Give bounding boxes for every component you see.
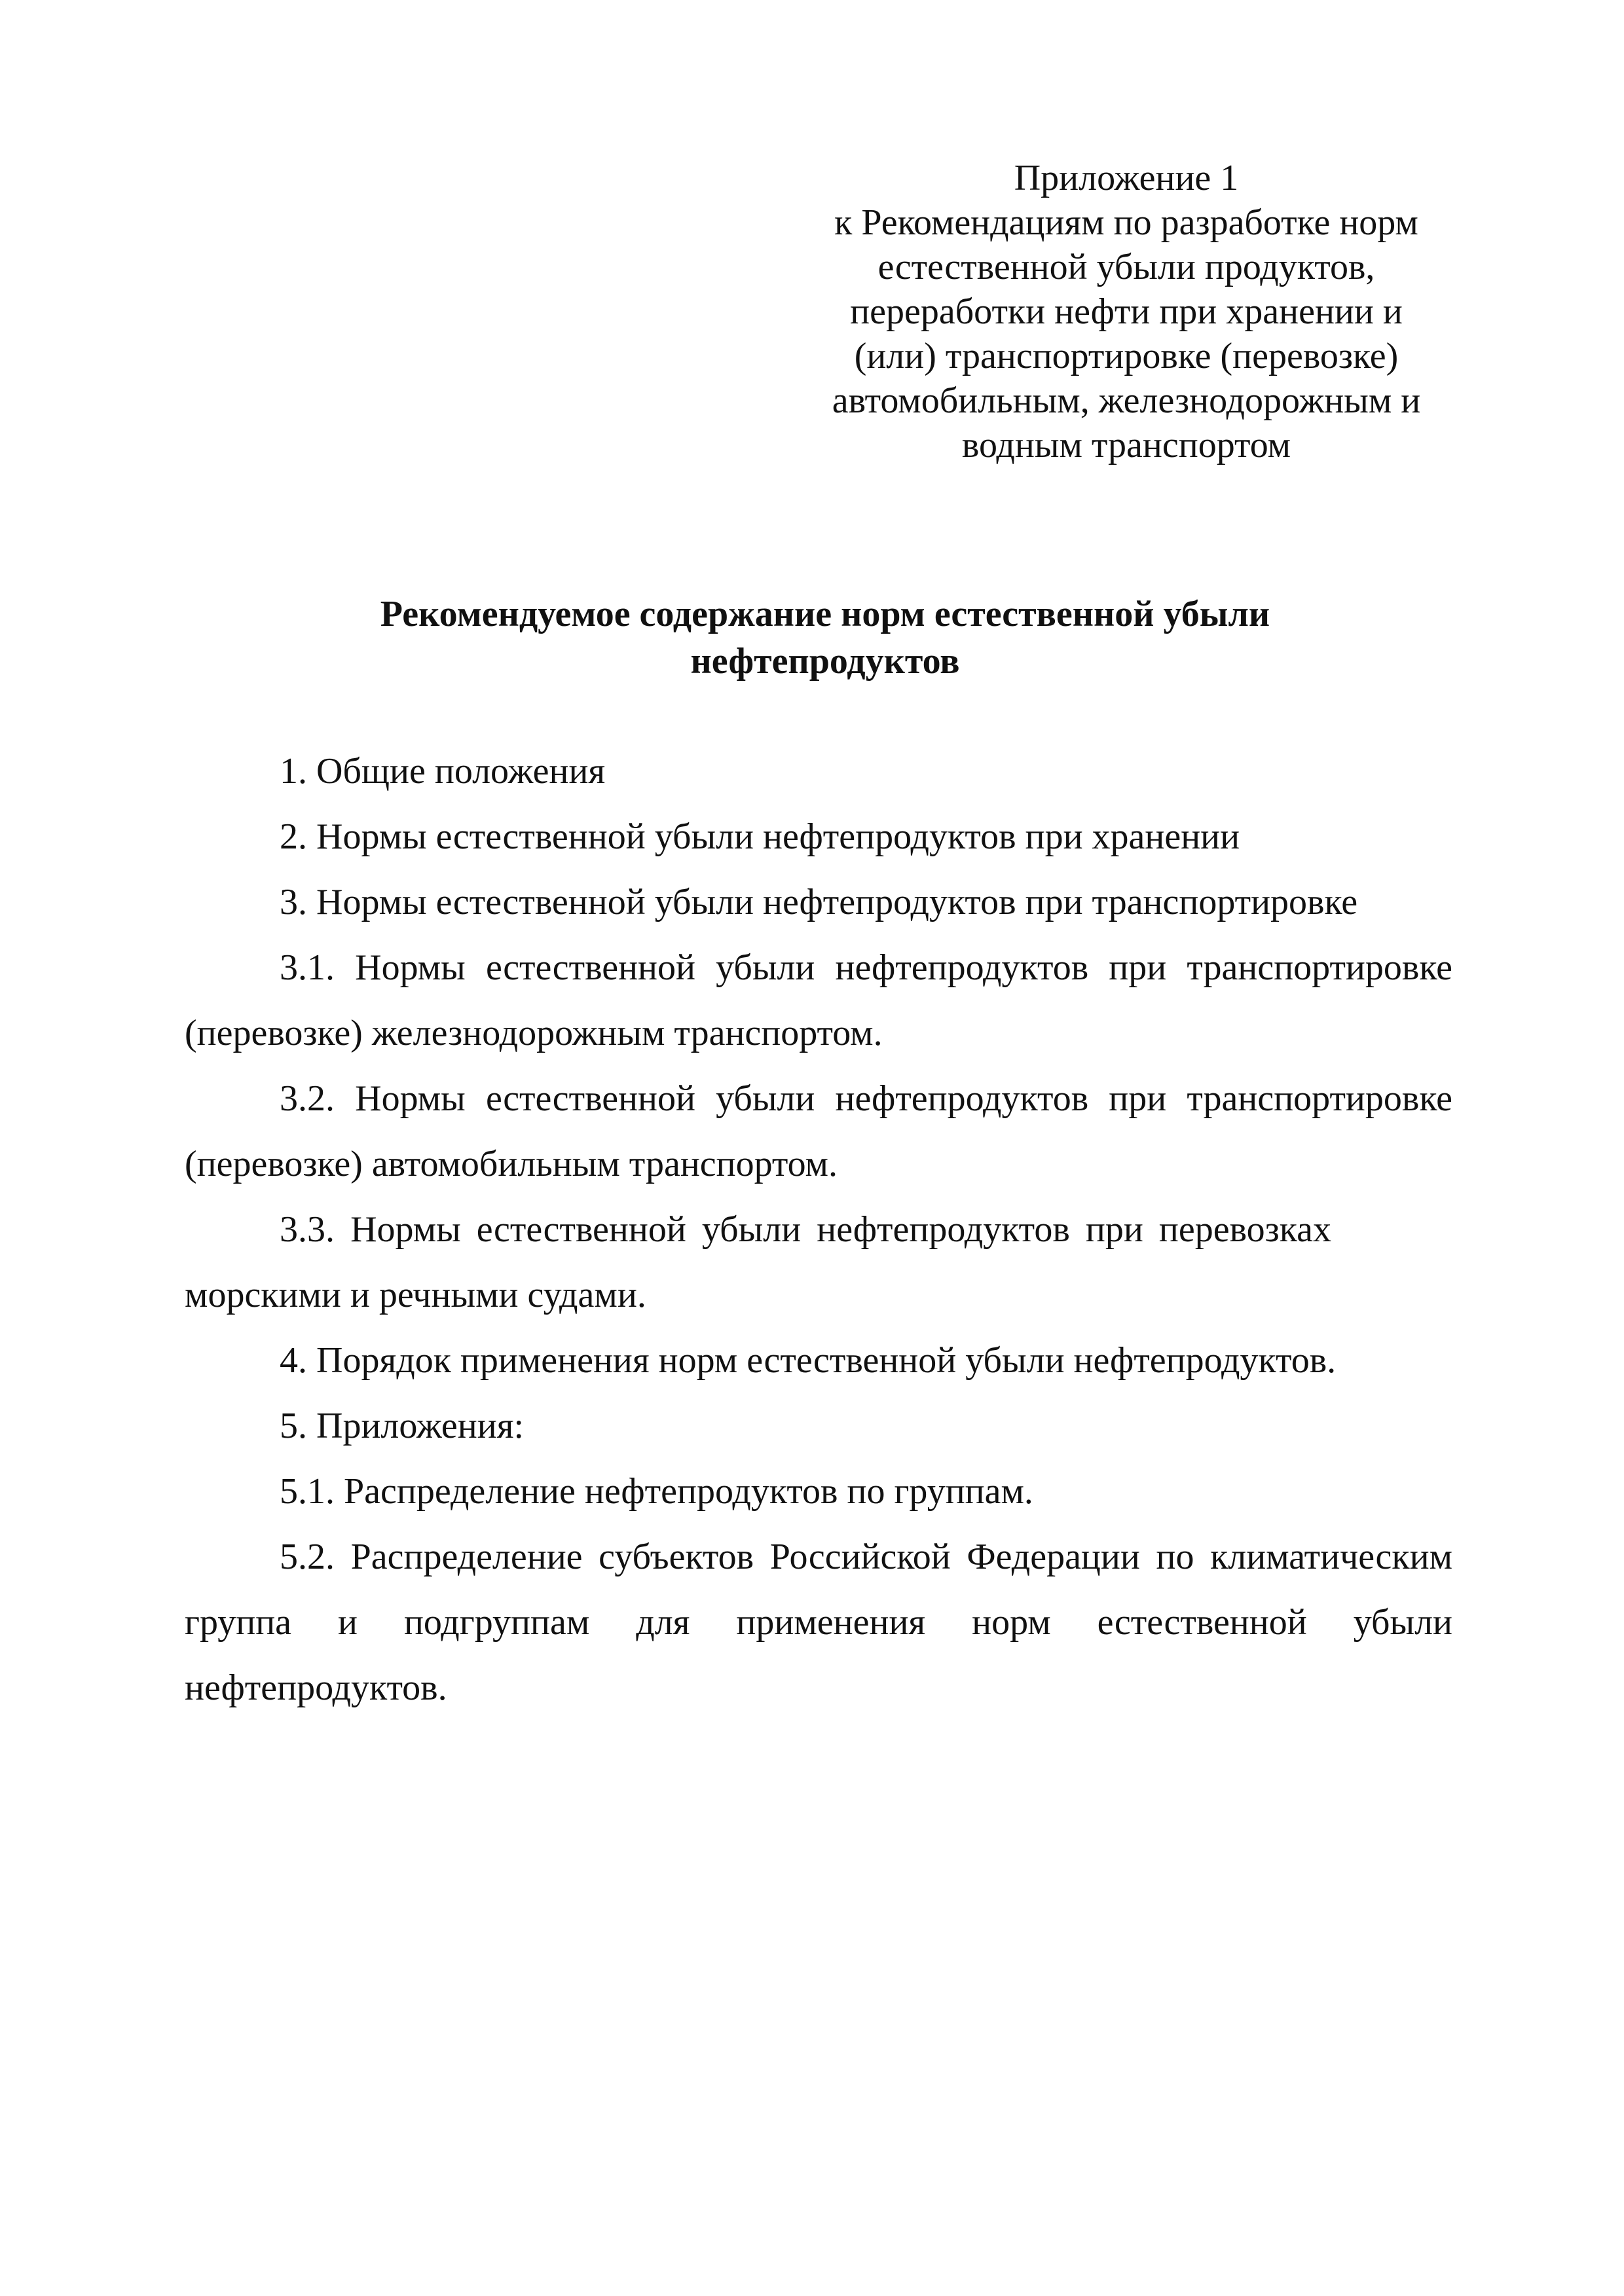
contents-item-5: 5. Приложения: <box>280 1406 525 1446</box>
contents-item-5-2: 5.2. Распределение субъектов Российской Федерации по климатическим группа и подгруппам для применения норм естественной убыли нефтепродуктов. <box>185 1537 1452 1708</box>
contents-item-5-1: 5.1. Распределение нефтепродуктов по группам. <box>280 1471 1033 1512</box>
page-title <box>183 591 1467 685</box>
contents-list <box>185 738 1452 1721</box>
appendix-line: автомобильным, железнодорожным и <box>832 380 1421 421</box>
appendix-line: водным транспортом <box>961 425 1291 465</box>
title-line: Рекомендуемое содержание норм естественной убыли <box>380 594 1270 634</box>
contents-item-4: 4. Порядок применения норм естественной убыли нефтепродуктов. <box>280 1340 1337 1381</box>
appendix-line: переработки нефти при хранении и <box>850 291 1403 332</box>
appendix-line: естественной убыли продуктов, <box>877 247 1375 287</box>
appendix-header <box>805 156 1447 467</box>
contents-item-2: 2. Нормы естественной убыли нефтепродуктов при хранении <box>280 816 1240 857</box>
appendix-line: Приложение 1 <box>1014 158 1239 198</box>
appendix-line: к Рекомендациям по разработке норм <box>834 202 1418 243</box>
contents-item-1: 1. Общие положения <box>280 751 606 792</box>
appendix-line: (или) транспортировке (перевозке) <box>854 336 1399 376</box>
contents-item-3-1: 3.1. Нормы естественной убыли нефтепродуктов при транспортировке (перевозке) железнодорожным транспортом. <box>185 947 1452 1053</box>
contents-item-3-3: 3.3. Нормы естественной убыли нефтепродуктов при перевозках морскими и речными судами. <box>185 1209 1331 1315</box>
contents-item-3: 3. Нормы естественной убыли нефтепродуктов при транспортировке <box>280 882 1358 922</box>
contents-item-3-2: 3.2. Нормы естественной убыли нефтепродуктов при транспортировке (перевозке) автомобильным транспортом. <box>185 1078 1452 1184</box>
title-line: нефтепродуктов <box>690 641 960 682</box>
